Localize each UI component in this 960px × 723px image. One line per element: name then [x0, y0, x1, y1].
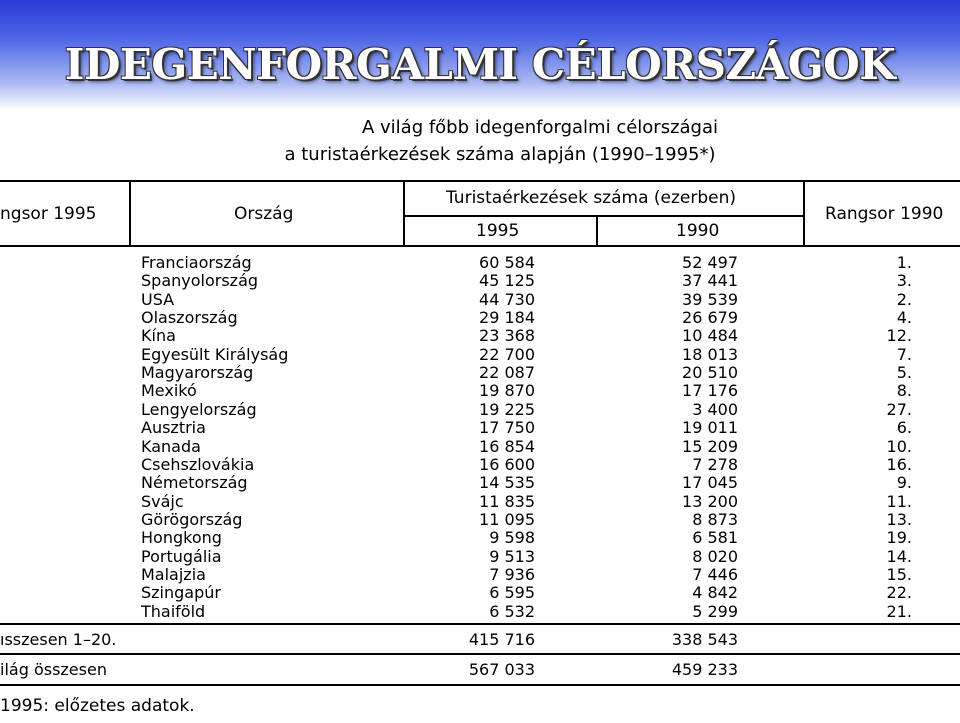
world-total-1990: 459 233	[671, 660, 738, 679]
header-rank1995: ngsor 1995	[0, 204, 97, 224]
row-value-1990: 26 679	[682, 308, 738, 327]
row-country: Malajzia	[141, 565, 206, 584]
row-value-1995: 22 087	[479, 363, 535, 382]
row-value-1995: 22 700	[479, 345, 535, 364]
row-rank-1990: 6.	[896, 418, 912, 437]
row-country: Kína	[141, 326, 176, 345]
row-rank	[0, 271, 10, 290]
row-country: Csehszlovákia	[141, 455, 255, 474]
row-rank	[0, 381, 10, 400]
row-value-1990: 4 842	[692, 583, 738, 602]
row-country: Kanada	[141, 437, 201, 456]
row-country: Thaiföld	[141, 602, 206, 621]
row-rank-1990: 22.	[886, 583, 912, 602]
document-title-line2: a turistaérkezések száma alapján (1990–1995*)	[284, 144, 716, 165]
row-value-1990: 7 446	[692, 565, 738, 584]
row-value-1995: 9 513	[489, 547, 535, 566]
row-value-1990: 3 400	[692, 400, 738, 419]
row-rank-1990: 16.	[886, 455, 912, 474]
row-value-1995: 17 750	[479, 418, 535, 437]
row-country: Egyesült Királyság	[141, 345, 289, 364]
header-mid-rule	[403, 215, 803, 217]
row-country: Olaszország	[141, 308, 238, 327]
row-value-1995: 11 095	[479, 510, 535, 529]
row-value-1990: 10 484	[682, 326, 738, 345]
row-value-1995: 6 532	[489, 602, 535, 621]
row-value-1990: 52 497	[682, 253, 738, 272]
row-country: Szingapúr	[141, 583, 221, 602]
header-year1990: 1990	[676, 221, 720, 241]
header-year1995: 1995	[476, 221, 520, 241]
slide-title: IDEGENFORGALMI CÉLORSZÁGOK	[64, 40, 896, 89]
row-country: Magyarország	[141, 363, 254, 382]
row-value-1995: 16 600	[479, 455, 535, 474]
row-value-1995: 19 870	[479, 381, 535, 400]
row-value-1995: 60 584	[479, 253, 535, 272]
row-value-1995: 23 368	[479, 326, 535, 345]
row-rank	[0, 363, 10, 382]
header-rank1990: Rangsor 1990	[825, 204, 944, 224]
row-rank	[0, 583, 10, 602]
row-value-1995: 29 184	[479, 308, 535, 327]
row-rank	[0, 528, 10, 547]
row-rank	[0, 253, 10, 272]
row-rank	[0, 602, 10, 621]
row-rank-1990: 12.	[886, 326, 912, 345]
header-divider	[403, 180, 405, 246]
row-country: Görögország	[141, 510, 243, 529]
row-rank-1990: 15.	[886, 565, 912, 584]
row-rank-1990: 3.	[896, 271, 912, 290]
header-bottom-rule	[0, 245, 960, 247]
row-rank-1990: 11.	[886, 492, 912, 511]
row-value-1995: 19 225	[479, 400, 535, 419]
row-rank-1990: 10.	[886, 437, 912, 456]
row-rank-1990: 8.	[896, 381, 912, 400]
row-value-1990: 5 299	[692, 602, 738, 621]
row-rank-1990: 1.	[896, 253, 912, 272]
row-value-1990: 6 581	[692, 528, 738, 547]
row-value-1990: 13 200	[682, 492, 738, 511]
row-rank-1990: 27.	[886, 400, 912, 419]
row-country: Mexikó	[141, 381, 197, 400]
row-rank	[0, 455, 10, 474]
row-rank	[0, 437, 10, 456]
row-value-1995: 7 936	[489, 565, 535, 584]
row-country: Ausztria	[141, 418, 206, 437]
header-top-rule	[0, 180, 960, 182]
row-rank	[0, 473, 10, 492]
row-value-1995: 11 835	[479, 492, 535, 511]
row-value-1990: 8 873	[692, 510, 738, 529]
row-value-1990: 19 011	[682, 418, 738, 437]
row-rank	[0, 326, 10, 345]
totals-1990: 338 543	[671, 630, 738, 649]
row-country: Hongkong	[141, 528, 222, 547]
row-rank-1990: 14.	[886, 547, 912, 566]
row-value-1990: 8 020	[692, 547, 738, 566]
row-rank	[0, 547, 10, 566]
footnote: 1995: előzetes adatok.	[0, 696, 195, 716]
header-divider	[596, 215, 598, 246]
row-value-1990: 17 045	[682, 473, 738, 492]
row-value-1995: 6 595	[489, 583, 535, 602]
row-rank	[0, 308, 10, 327]
row-rank	[0, 565, 10, 584]
row-value-1995: 9 598	[489, 528, 535, 547]
row-value-1995: 16 854	[479, 437, 535, 456]
header-divider	[803, 180, 805, 246]
world-total-label: ilág összesen	[0, 660, 107, 679]
row-country: Lengyelország	[141, 400, 257, 419]
row-country: Franciaország	[141, 253, 252, 272]
row-value-1990: 17 176	[682, 381, 738, 400]
row-country: Németország	[141, 473, 248, 492]
row-rank-1990: 4.	[896, 308, 912, 327]
row-value-1990: 39 539	[682, 290, 738, 309]
header-divider	[129, 180, 131, 246]
row-rank	[0, 290, 10, 309]
row-rank	[0, 400, 10, 419]
row-rank-1990: 21.	[886, 602, 912, 621]
row-value-1990: 20 510	[682, 363, 738, 382]
row-value-1990: 7 278	[692, 455, 738, 474]
row-rank-1990: 13.	[886, 510, 912, 529]
row-value-1995: 45 125	[479, 271, 535, 290]
row-country: USA	[141, 290, 175, 309]
row-rank-1990: 5.	[896, 363, 912, 382]
row-rank-1990: 2.	[896, 290, 912, 309]
row-rank	[0, 345, 10, 364]
totals-top-rule	[0, 623, 960, 625]
row-value-1990: 15 209	[682, 437, 738, 456]
row-rank	[0, 492, 10, 511]
row-rank	[0, 418, 10, 437]
row-rank-1990: 19.	[886, 528, 912, 547]
totals-bottom-rule	[0, 684, 960, 686]
row-value-1995: 44 730	[479, 290, 535, 309]
row-rank	[0, 510, 10, 529]
row-value-1990: 18 013	[682, 345, 738, 364]
row-rank-1990: 7.	[896, 345, 912, 364]
totals-label: ısszesen 1–20.	[0, 630, 117, 649]
document-title-line1: A világ főbb idegenforgalmi célországai	[361, 117, 719, 138]
row-value-1990: 37 441	[682, 271, 738, 290]
header-country: Ország	[234, 204, 294, 224]
world-total-1995: 567 033	[468, 660, 535, 679]
row-country: Svájc	[141, 492, 184, 511]
row-country: Portugália	[141, 547, 222, 566]
totals-mid-rule	[0, 653, 960, 655]
header-arrivals: Turistaérkezések száma (ezerben)	[446, 188, 737, 208]
row-rank-1990: 9.	[896, 473, 912, 492]
totals-1995: 415 716	[468, 630, 535, 649]
row-country: Spanyolország	[141, 271, 259, 290]
row-value-1995: 14 535	[479, 473, 535, 492]
